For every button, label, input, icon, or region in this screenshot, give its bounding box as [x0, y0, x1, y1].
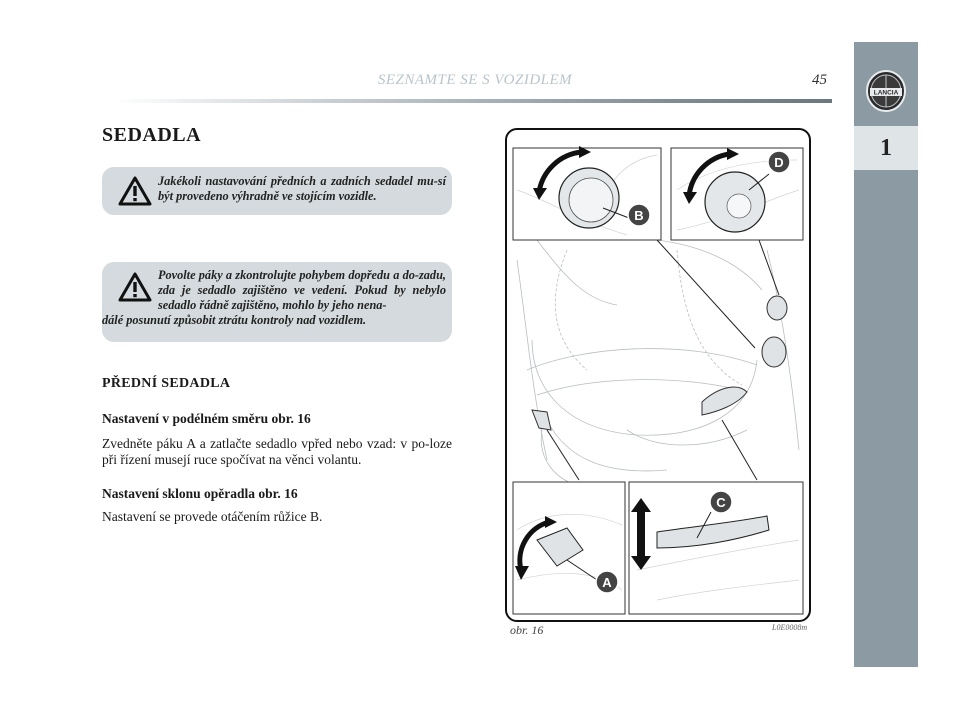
figure-caption: obr. 16 — [510, 623, 544, 637]
section-title: PŘEDNÍ SEDADLA — [102, 376, 231, 391]
callout-c-label: C — [716, 495, 726, 510]
warning-text: Jakékoli nastavování předních a zadních sedadel mu-sí být provedeno výhradně ve stojícím vozidle. — [158, 174, 446, 203]
subsection-body: Zvedněte páku A a zatlačte sedadlo vpřed nebo vzad: v po-loze při řízení musejí ruce spočívat na věnci volantu. — [102, 436, 452, 467]
chapter-number: 1 — [880, 134, 892, 161]
warning-triangle-icon — [118, 176, 152, 206]
callout-b — [628, 204, 650, 226]
subsection-heading: Nastavení sklonu opěradla obr. 16 — [102, 486, 298, 501]
brand-logo-text: LANCIA — [873, 89, 899, 97]
warning-box — [102, 262, 452, 342]
page-title: SEDADLA — [102, 124, 202, 146]
chapter-tab[interactable] — [854, 126, 918, 170]
callout-a-label: A — [602, 575, 612, 590]
callout-b-label: B — [634, 208, 644, 223]
callout-a — [596, 571, 618, 593]
page-number: 45 — [812, 72, 827, 88]
brand-logo — [854, 64, 918, 122]
header-rule — [112, 99, 832, 103]
callout-d-label: D — [774, 155, 784, 170]
figure-code: L0E0008m — [772, 623, 808, 632]
warning-text-lead: Povolte páky a zkontrolujte pohybem dopředu a do-zadu, zda je sedadlo zajištěno ve vedení. Pokud by nebylo sedadlo řádně zajištěno, mohlo by jeho nena- — [158, 268, 446, 312]
seat-illustration — [505, 128, 811, 622]
callout-c — [710, 491, 732, 513]
warning-text — [102, 268, 446, 327]
callout-d — [768, 151, 790, 173]
subsection-body: Nastavení se provede otáčením růžice B. — [102, 509, 323, 524]
subsection-heading: Nastavení v podélném směru obr. 16 — [102, 411, 311, 426]
warning-box — [102, 167, 452, 215]
running-title: SEZNAMTE SE S VOZIDLEM — [377, 72, 573, 88]
warning-text-tail: dálé posunutí způsobit ztrátu kontroly nad vozidlem. — [102, 313, 367, 327]
warning-triangle-icon — [118, 272, 152, 302]
